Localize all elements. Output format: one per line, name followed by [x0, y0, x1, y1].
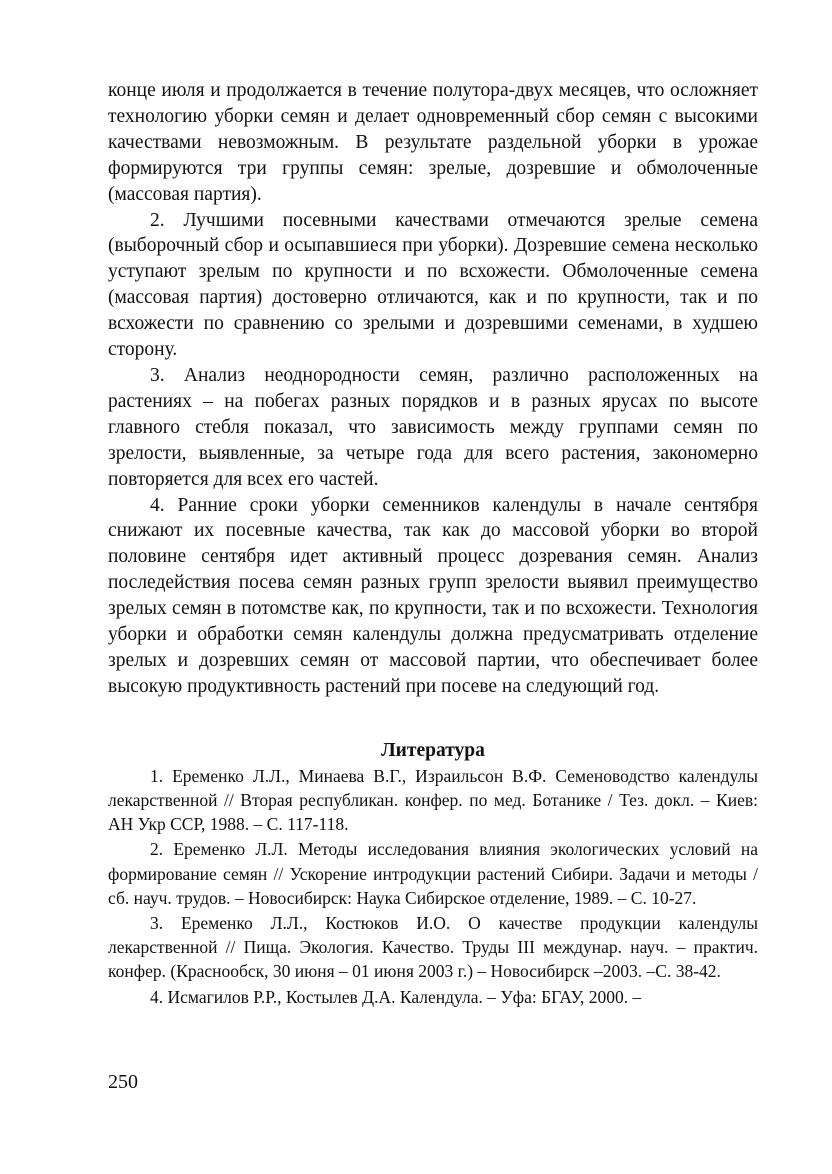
paragraph-continuation: конце июля и продолжается в течение полутора-двух месяцев, что осложняет технологию уборки семян и делает одновременный сбор семян с высокими качествами невозможным. В результате раздельной уборки в урожае формируются три группы семян: зрелые, дозревшие и обмолоченные (массовая партия).: [108, 80, 758, 205]
reference-item: 3. Еременко Л.Л., Костюков И.О. О качестве продукции календулы лекарственной // Пища. Экология. Качество. Труды III междунар. науч. – практич. конфер. (Краснообск, 30 июня – 01 июня 2003 г.) – Новосибирск –2003. –С. 38-42.: [108, 912, 758, 982]
literature-heading: Литература: [381, 739, 485, 761]
reference-item: 1. Еременко Л.Л., Минаева В.Г., Израильсон В.Ф. Семеноводство календулы лекарственной // Вторая республикан. конфер. по мед. Ботанике / Тез. докл. – Киев: АН Укр ССР, 1988. – С. 117-118.: [108, 765, 758, 835]
conclusions-section: [108, 78, 758, 700]
page-content: [108, 78, 758, 1009]
reference-list: [108, 764, 758, 1009]
paragraph-conclusion-3: 3. Анализ неоднородности семян, различно расположенных на растениях – на побегах разных порядков и в разных ярусах по высоте главного стебля показал, что зависимость между группами семян по зрелости, выявленные, за четыре года для всего растения, закономерно повторяется для всех его частей.: [108, 364, 758, 490]
reference-item: 2. Еременко Л.Л. Методы исследования влияния экологических условий на формирование семян // Ускорение интродукции растений Сибири. Задачи и методы / сб. науч. трудов. – Новосибирск: Наука Сибирское отделение, 1989. – С. 10-27.: [108, 839, 758, 908]
paragraph-conclusion-4: 4. Ранние сроки уборки семенников календулы в начале сентября снижают их посевные качества, так как до массовой уборки во второй половине сентября идет активный процесс дозревания семян. Анализ последействия посева семян разных групп зрелости выявил преимущество зрелых семян в потомстве как, по крупности, так и по всхожести. Технология уборки и обработки семян календулы должна предусматривать отделение зрелых и дозревших семян от массовой партии, что обеспечивает более высокую продуктивность растений при посеве на следующий год.: [108, 494, 758, 697]
page-number: 250: [108, 1071, 138, 1093]
reference-item: 4. Исмагилов Р.Р., Костылев Д.А. Календула. – Уфа: БГАУ, 2000. –: [150, 986, 642, 1007]
paragraph-conclusion-2: 2. Лучшими посевными качествами отмечаются зрелые семена (выборочный сбор и осыпавшиеся при уборки). Дозревшие семена несколько уступают зрелым по крупности и по всхожести. Обмолоченные семена (массовая партия) достоверно отличаются, как и по крупности, так и по всхожести по сравнению со зрелыми и дозревшими семенами, в худшею сторону.: [108, 209, 758, 361]
